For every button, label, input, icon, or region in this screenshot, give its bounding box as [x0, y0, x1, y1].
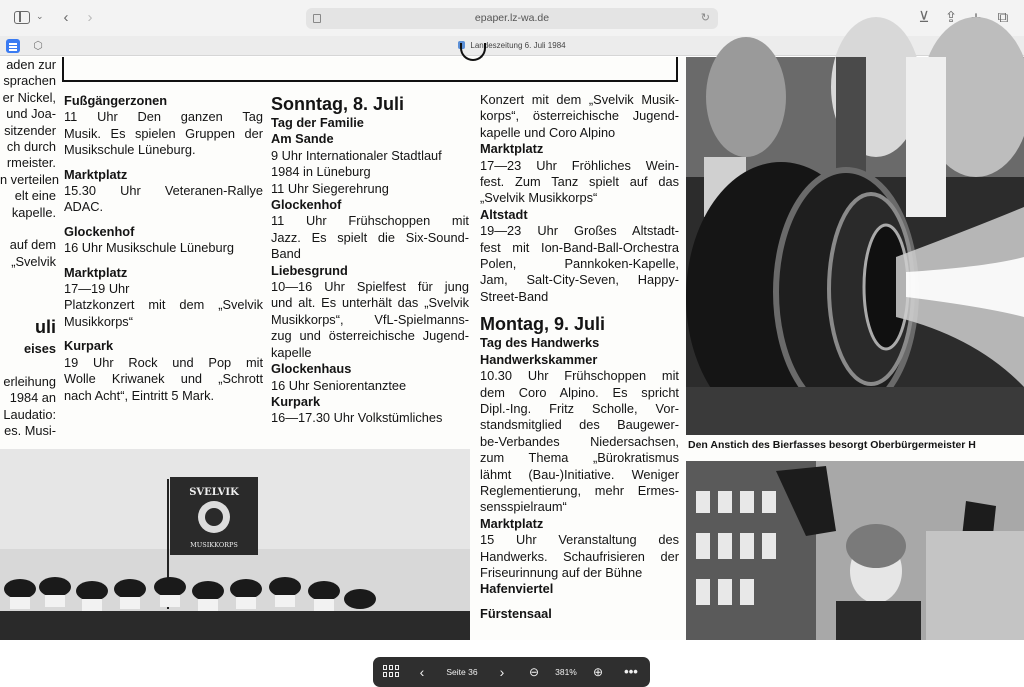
section-heading: Montag, 9. Juli [480, 314, 606, 335]
text-line: und alt. Es unterhält das „Svelvik [271, 295, 469, 311]
back-button[interactable] [56, 9, 76, 27]
location-heading: Glockenhof [271, 197, 342, 213]
text-line: 1984 an [9, 390, 56, 406]
tab-overview-icon[interactable]: ⧉ [997, 9, 1009, 26]
text-line: n verteilen [0, 171, 60, 187]
text-line: Polen, Pannkoken-Kapelle, [480, 256, 679, 272]
text-line: rmeister. [6, 155, 56, 171]
text-line: Konzert mit dem „Svelvik Musik- [480, 92, 679, 107]
headline-box-frame [62, 57, 678, 82]
text-line: 15 Uhr Veranstaltung des [480, 532, 679, 548]
article-column-1 [64, 93, 263, 404]
text-line: 11 Uhr Siegerehrung [271, 180, 389, 196]
text-line: Jam, Salt-City-Seven, Happy- [480, 272, 679, 288]
chevron-down-icon[interactable]: ⌄ [36, 11, 44, 21]
zoom-in-icon: ⊕ [592, 665, 604, 679]
text-line: sprachen [3, 73, 56, 89]
text-line: Reglementierung, mehr Ermes- [480, 482, 679, 498]
text-line: kapelle [271, 344, 312, 360]
text-line: erleihung [3, 374, 56, 390]
text-line: auf dem [9, 237, 56, 253]
left-column-fragment [0, 57, 60, 440]
text-line: 9 Uhr Internationaler Stadtlauf [271, 147, 442, 163]
text-line: 10.30 Uhr Frühschoppen mit [480, 368, 679, 384]
text-line: eises [23, 341, 56, 357]
text-line: ADAC. [64, 199, 104, 215]
text-line: Handwerks. Schaufrisieren der [480, 548, 679, 564]
text-line: 17—19 Uhr [64, 281, 130, 297]
text-line [0, 221, 56, 237]
extension-icon[interactable]: ⬡ [33, 40, 43, 52]
text-line: Friseurinnung auf der Bühne [480, 564, 643, 580]
text-line: sitzender [4, 122, 56, 138]
chevron-left-icon: ‹ [63, 9, 69, 26]
text-line: Band [271, 246, 301, 262]
text-line: 17—23 Uhr Fröhliches Wein- [480, 157, 679, 173]
forward-button[interactable] [80, 9, 100, 27]
text-line: aden zur [6, 57, 56, 72]
location-heading: Am Sande [271, 131, 334, 147]
text-line: 19—23 Uhr Großes Altstadt- [480, 223, 679, 239]
section-heading: Sonntag, 8. Juli [271, 94, 405, 114]
text-line: Laudatio: [3, 406, 56, 422]
sidebar-icon[interactable] [14, 11, 30, 24]
location-heading: Marktplatz [64, 166, 128, 182]
text-line: 16 Uhr Musikschule Lüneburg [64, 240, 235, 256]
previous-page-button[interactable] [411, 657, 433, 687]
photo-caption: Den Anstich des Bierfasses besorgt Oberbürgermeister H [688, 439, 976, 451]
text-line [64, 257, 263, 265]
text-line: elt eine [14, 188, 56, 204]
text-line: 19 Uhr Rock und Pop mit [64, 354, 263, 370]
reload-icon[interactable]: ↻ [700, 12, 710, 24]
chevron-left-icon: ‹ [419, 664, 425, 680]
zoom-level: 381% [555, 667, 577, 677]
text-line: Dipl.-Ing. Fritz Scholle, Vor- [480, 400, 679, 416]
text-line: Musik. Es spielen Gruppen der [64, 125, 263, 141]
location-heading: Glockenhof [64, 223, 135, 239]
text-line: 11 Uhr Den ganzen Tag [64, 109, 263, 125]
text-line: 16 Uhr Seniorentanztee [271, 377, 407, 393]
banner-text-musikkorps: MUSIKKORPS [190, 541, 238, 549]
text-line: uli [35, 317, 56, 338]
text-line: zum Thema „Bürokratismus [480, 450, 679, 466]
text-line: „Svelvik Musikkorps“ [480, 190, 598, 206]
text-line: es. Musi- [4, 423, 56, 439]
text-line: Musikkorps“ [64, 313, 133, 329]
epaper-page[interactable] [0, 57, 1024, 680]
text-line [480, 598, 679, 606]
text-line: er Nickel, [2, 89, 56, 105]
text-line: Wolle Kriwanek und „Schrott [64, 371, 263, 387]
text-line: zug und österreichische Jugend- [271, 328, 469, 344]
location-heading: Altstadt [480, 206, 528, 222]
text-line: Platzkonzert mit dem „Svelvik [64, 297, 263, 313]
location-heading: Tag der Familie [271, 115, 364, 130]
text-line [0, 358, 56, 374]
more-icon: ••• [624, 664, 638, 679]
zoom-in-button[interactable] [587, 657, 609, 687]
text-line: und Joa- [6, 106, 56, 122]
zoom-out-icon: ⊖ [528, 665, 540, 679]
text-line: dem Coro Alpino. Es spricht [480, 384, 679, 400]
text-line: sensspielraum“ [480, 499, 567, 515]
text-line: fest. Zum Tanz spielt auf das [480, 174, 679, 190]
location-heading: Fußgängerzonen [64, 93, 168, 108]
text-line: 15.30 Uhr Veteranen-Rallye [64, 183, 263, 199]
location-heading: Handwerkskammer [480, 351, 598, 367]
location-heading: Marktplatz [64, 264, 128, 280]
location-heading: Tag des Handwerks [480, 335, 600, 351]
text-line: 10—16 Uhr Spielfest für jung [271, 279, 469, 295]
text-line: nach Acht“, Eintritt 5 Mark. [64, 387, 215, 403]
location-heading: Kurpark [64, 338, 114, 354]
banner-text-svelvik: SVELVIK [189, 487, 239, 498]
location-heading: Glockenhaus [271, 361, 352, 377]
location-heading: Marktplatz [480, 141, 544, 157]
location-heading: Kurpark [271, 393, 321, 409]
text-line: Musikschule Lüneburg. [64, 142, 196, 158]
more-options-button[interactable] [619, 657, 643, 687]
text-line [0, 270, 56, 286]
text-line: Musikkorps“, VfL-Spielmanns- [271, 311, 469, 327]
text-line: Street-Band [480, 288, 549, 304]
location-heading: Liebesgrund [271, 262, 348, 278]
location-heading: Marktplatz [480, 515, 544, 531]
text-line: „Svelvik [11, 253, 56, 269]
photo-marching-band [0, 449, 470, 640]
text-line: standsmitglied des Baugewer- [480, 417, 679, 433]
download-icon[interactable]: ⊻ [918, 9, 930, 26]
article-column-3 [480, 92, 679, 622]
text-line [64, 216, 263, 224]
text-line: korps“, österreichische Jugend- [480, 108, 679, 124]
url-text: epaper.lz-wa.de [474, 12, 550, 24]
photo-building-boot [686, 461, 1024, 640]
text-line: 16—17.30 Uhr Volkstümliches [271, 410, 443, 426]
next-page-button[interactable] [491, 657, 513, 687]
thumbnails-icon[interactable] [383, 665, 399, 678]
address-bar[interactable] [306, 8, 718, 29]
location-heading: Fürstensaal [480, 605, 552, 621]
share-icon[interactable]: ⇪ [944, 9, 958, 26]
chevron-right-icon: › [499, 664, 505, 680]
text-line: 11 Uhr Frühschoppen mit [271, 213, 469, 229]
text-line: kapelle und Coro Alpino [480, 124, 616, 140]
tab-title: Landeszeitung 6. Juli 1984 [470, 41, 566, 50]
zoom-out-button[interactable] [523, 657, 545, 687]
photo-beer-barrel [686, 57, 1024, 435]
text-line: 1984 in Lüneburg [271, 164, 371, 180]
text-line: lähmt (Bau-)Initiative. Weniger [480, 466, 679, 482]
text-line: fest mit Ion-Band-Ball-Orchestra [480, 239, 679, 255]
article-column-2 [271, 93, 469, 427]
text-line [480, 305, 679, 313]
text-line: ch durch [6, 138, 56, 154]
text-line [64, 330, 263, 338]
text-line [64, 159, 263, 167]
pdf-viewer-toolbar [373, 657, 650, 687]
text-line [0, 286, 56, 302]
text-line: be-Verbandes Niedersachsen, [480, 433, 679, 449]
chevron-right-icon: › [87, 9, 93, 26]
page-indicator: Seite 36 [446, 667, 478, 677]
text-line: Jazz. Es spielt die Six-Sound- [271, 229, 469, 245]
location-heading: Hafenviertel [480, 581, 554, 597]
text-line: kapelle. [11, 204, 56, 220]
